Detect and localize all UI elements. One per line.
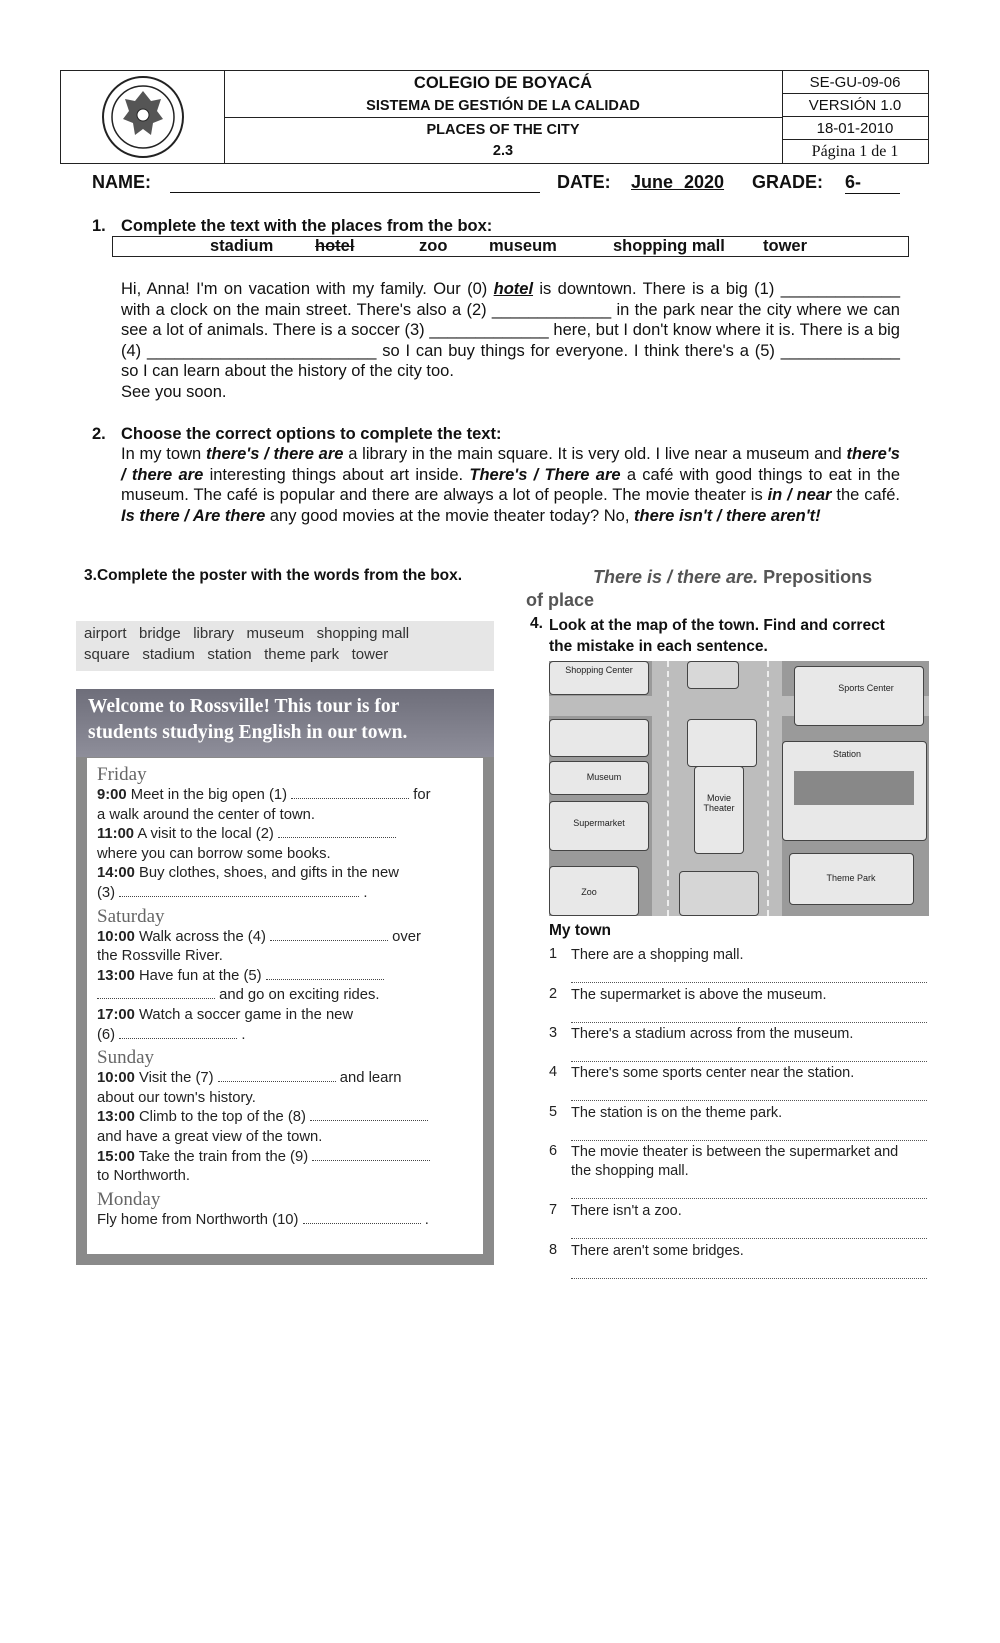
town-map [549, 661, 929, 916]
answer-line-1[interactable] [571, 982, 927, 983]
poster-blank-5[interactable] [266, 967, 384, 980]
q2-text: any good movies at the movie theater today? No, [269, 506, 630, 525]
date-label: DATE: [557, 172, 611, 192]
poster-blank-1[interactable] [291, 786, 409, 799]
answer-line-4[interactable] [571, 1100, 927, 1101]
q1-blank-5[interactable]: _____________ [780, 341, 900, 360]
q2-option-3[interactable]: There's / There are [469, 465, 621, 484]
q2-text: interesting things about art inside. [209, 465, 464, 484]
doc-version: VERSIÓN 1.0 [782, 94, 928, 117]
q3-words-line-1: airport bridge library museum shopping mall [84, 625, 410, 642]
event-7: 10:00 Visit the (7) and learn about our town's history. [97, 1070, 402, 1106]
q1-number: 1. [92, 217, 106, 235]
name-field[interactable] [170, 192, 540, 193]
q2-instruction: Choose the correct options to complete the text: [121, 425, 502, 443]
q4-title-line-2: of place [526, 590, 595, 610]
q2-option-6[interactable]: there isn't / there aren't! [634, 506, 821, 525]
answer-line-6[interactable] [571, 1198, 927, 1199]
poster-blank-7[interactable] [218, 1069, 336, 1082]
doc-date: 18-01-2010 [782, 117, 928, 140]
event-2: 11:00 A visit to the local (2) where you can borrow some books. [97, 825, 473, 864]
event-3: 14:00 Buy clothes, shoes, and gifts in the new (3) . [97, 865, 399, 901]
q2-text: the café. [836, 486, 900, 504]
word-zoo: zoo [419, 237, 448, 255]
map-label-sports-center: Sports Center [838, 683, 894, 693]
map-label-supermarket: Supermarket [573, 818, 625, 828]
poster-title-line-2: students studying English in our town. [88, 722, 408, 743]
quality-system: SISTEMA DE GESTIÓN DE LA CALIDAD [366, 98, 640, 114]
school-name: COLEGIO DE BOYACÁ [413, 74, 593, 92]
answer-line-7[interactable] [571, 1238, 927, 1239]
map-label-theme-park: Theme Park [826, 873, 876, 883]
name-label: NAME: [92, 172, 151, 192]
word-shopping-mall: shopping mall [613, 237, 725, 255]
q1-text: is downtown. There is a big (1) [539, 280, 775, 298]
answer-line-5[interactable] [571, 1140, 927, 1141]
q1-word-box [112, 236, 909, 257]
header-right [782, 71, 928, 163]
map-label-zoo: Zoo [581, 887, 597, 897]
q1-text: Hi, Anna! I'm on vacation with my family. Our (0) [121, 280, 488, 298]
poster-blank-4[interactable] [270, 928, 388, 941]
q1-blank-2[interactable]: _____________ [491, 300, 612, 319]
school-seal-cell [61, 71, 225, 163]
q2-option-4[interactable]: in / near [767, 486, 832, 504]
map-label-museum: Museum [586, 772, 622, 782]
q1-text: so I can learn about the history of the city too. [121, 362, 454, 380]
word-museum: museum [489, 237, 557, 255]
q4-title-italic: There is / there are. [593, 567, 759, 587]
poster-title [76, 689, 494, 757]
rossville-poster [76, 689, 494, 1265]
my-town-subtitle: My town [549, 922, 611, 939]
event-5: 13:00 Have fun at the (5) and go on exciting rides. [97, 967, 473, 1006]
q2-number: 2. [92, 425, 106, 443]
answer-line-8[interactable] [571, 1278, 927, 1279]
q1-blank-3[interactable]: _____________ [429, 321, 549, 339]
event-10: Fly home from Northworth (10) . [97, 1211, 429, 1228]
q3-instruction-text: Complete the poster with the words from the box. [96, 567, 463, 584]
q3-word-box [76, 621, 494, 671]
day-friday: Friday [97, 764, 147, 785]
doc-page: Página 1 de 1 [811, 143, 899, 160]
q1-text: here, but I don't know where it is. There is a big (4) [121, 321, 900, 360]
day-saturday: Saturday [97, 905, 165, 927]
q1-text: See you soon. [121, 382, 227, 401]
event-1: 9:00 Meet in the big open (1) for a walk around the center of town. [97, 787, 431, 823]
q4-title-rest: Prepositions [763, 567, 873, 587]
grade-value: 6- [845, 172, 900, 194]
poster-blank-2[interactable] [278, 825, 396, 838]
q1-text: in the park near the city where we can see a lot of animals. There is a soccer (3) [121, 300, 900, 339]
guide-unit: 2.3 [492, 143, 514, 159]
event-8: 13:00 Climb to the top of the (8) and have a great view of the town. [97, 1108, 473, 1147]
map-label-station: Station [832, 749, 862, 759]
event-9: 15:00 Take the train from the (9) to Northworth. [97, 1148, 473, 1187]
poster-blank-10[interactable] [303, 1211, 421, 1224]
q2-text: a library in the main square. It is very old. I live near a museum and [348, 445, 842, 463]
poster-blank-9[interactable] [312, 1148, 430, 1161]
q2-option-1[interactable]: there's / there are [205, 445, 344, 463]
answer-line-2[interactable] [571, 1022, 927, 1023]
poster-blank-6[interactable] [119, 1026, 237, 1039]
event-4: 10:00 Walk across the (4) over the Rossville River. [97, 928, 421, 965]
q2-text: a café with good things to eat in the museum. The café is popular and there are always a lot of people. The movie theater is [121, 465, 900, 504]
q1-paragraph [121, 279, 900, 402]
q4-instruction-line-1: Look at the map of the town. Find and correct [549, 617, 885, 634]
day-sunday: Sunday [97, 1047, 154, 1069]
poster-schedule [87, 758, 483, 1254]
q1-blank-1[interactable]: _____________ [780, 280, 901, 298]
q3-words-line-2: square stadium station theme park tower [84, 646, 389, 663]
q2-option-2[interactable]: there's / there are [121, 445, 900, 484]
q2-paragraph [121, 444, 900, 526]
map-sports-center [794, 666, 924, 726]
header-table [60, 70, 929, 164]
q1-example-answer: hotel [493, 280, 534, 298]
doc-code: SE-GU-09-06 [782, 71, 928, 94]
poster-blank-8[interactable] [310, 1108, 428, 1121]
q3-number: 3. [84, 567, 97, 584]
map-label-movie-theater: Movie Theater [703, 793, 735, 813]
map-label-shopping-center: Shopping Center [565, 665, 633, 675]
q4-title [593, 567, 872, 588]
word-tower: tower [763, 237, 808, 255]
q2-option-5[interactable]: Is there / Are there [121, 506, 266, 525]
grade-label: GRADE: [752, 172, 823, 192]
q1-text: so I can buy things for everyone. I think there's a (5) [382, 341, 775, 360]
q1-blank-4[interactable]: _________________________ [146, 341, 377, 360]
word-stadium: stadium [210, 237, 274, 255]
header-middle [224, 71, 783, 163]
q4-instruction-line-2: the mistake in each sentence. [549, 638, 768, 655]
poster-blank-3[interactable] [119, 884, 359, 897]
q1-text: with a clock on the main street. There's also a (2) [121, 300, 487, 319]
q4-instruction [549, 615, 939, 657]
day-monday: Monday [97, 1188, 161, 1210]
answer-line-3[interactable] [571, 1061, 927, 1062]
event-6: 17:00 Watch a soccer game in the new (6) . [97, 1006, 354, 1043]
poster-title-line-1: Welcome to Rossville! This tour is for [88, 696, 400, 717]
q2-text: In my town [121, 445, 202, 463]
guide-topic: PLACES OF THE CITY [426, 122, 580, 138]
date-value: June 2020 [631, 172, 725, 192]
q1-instruction: Complete the text with the places from the box: [121, 217, 493, 235]
q3-instruction [84, 565, 484, 586]
word-hotel: hotel [315, 237, 355, 255]
school-seal-icon [101, 75, 185, 159]
q4-number: 4. [530, 615, 543, 632]
